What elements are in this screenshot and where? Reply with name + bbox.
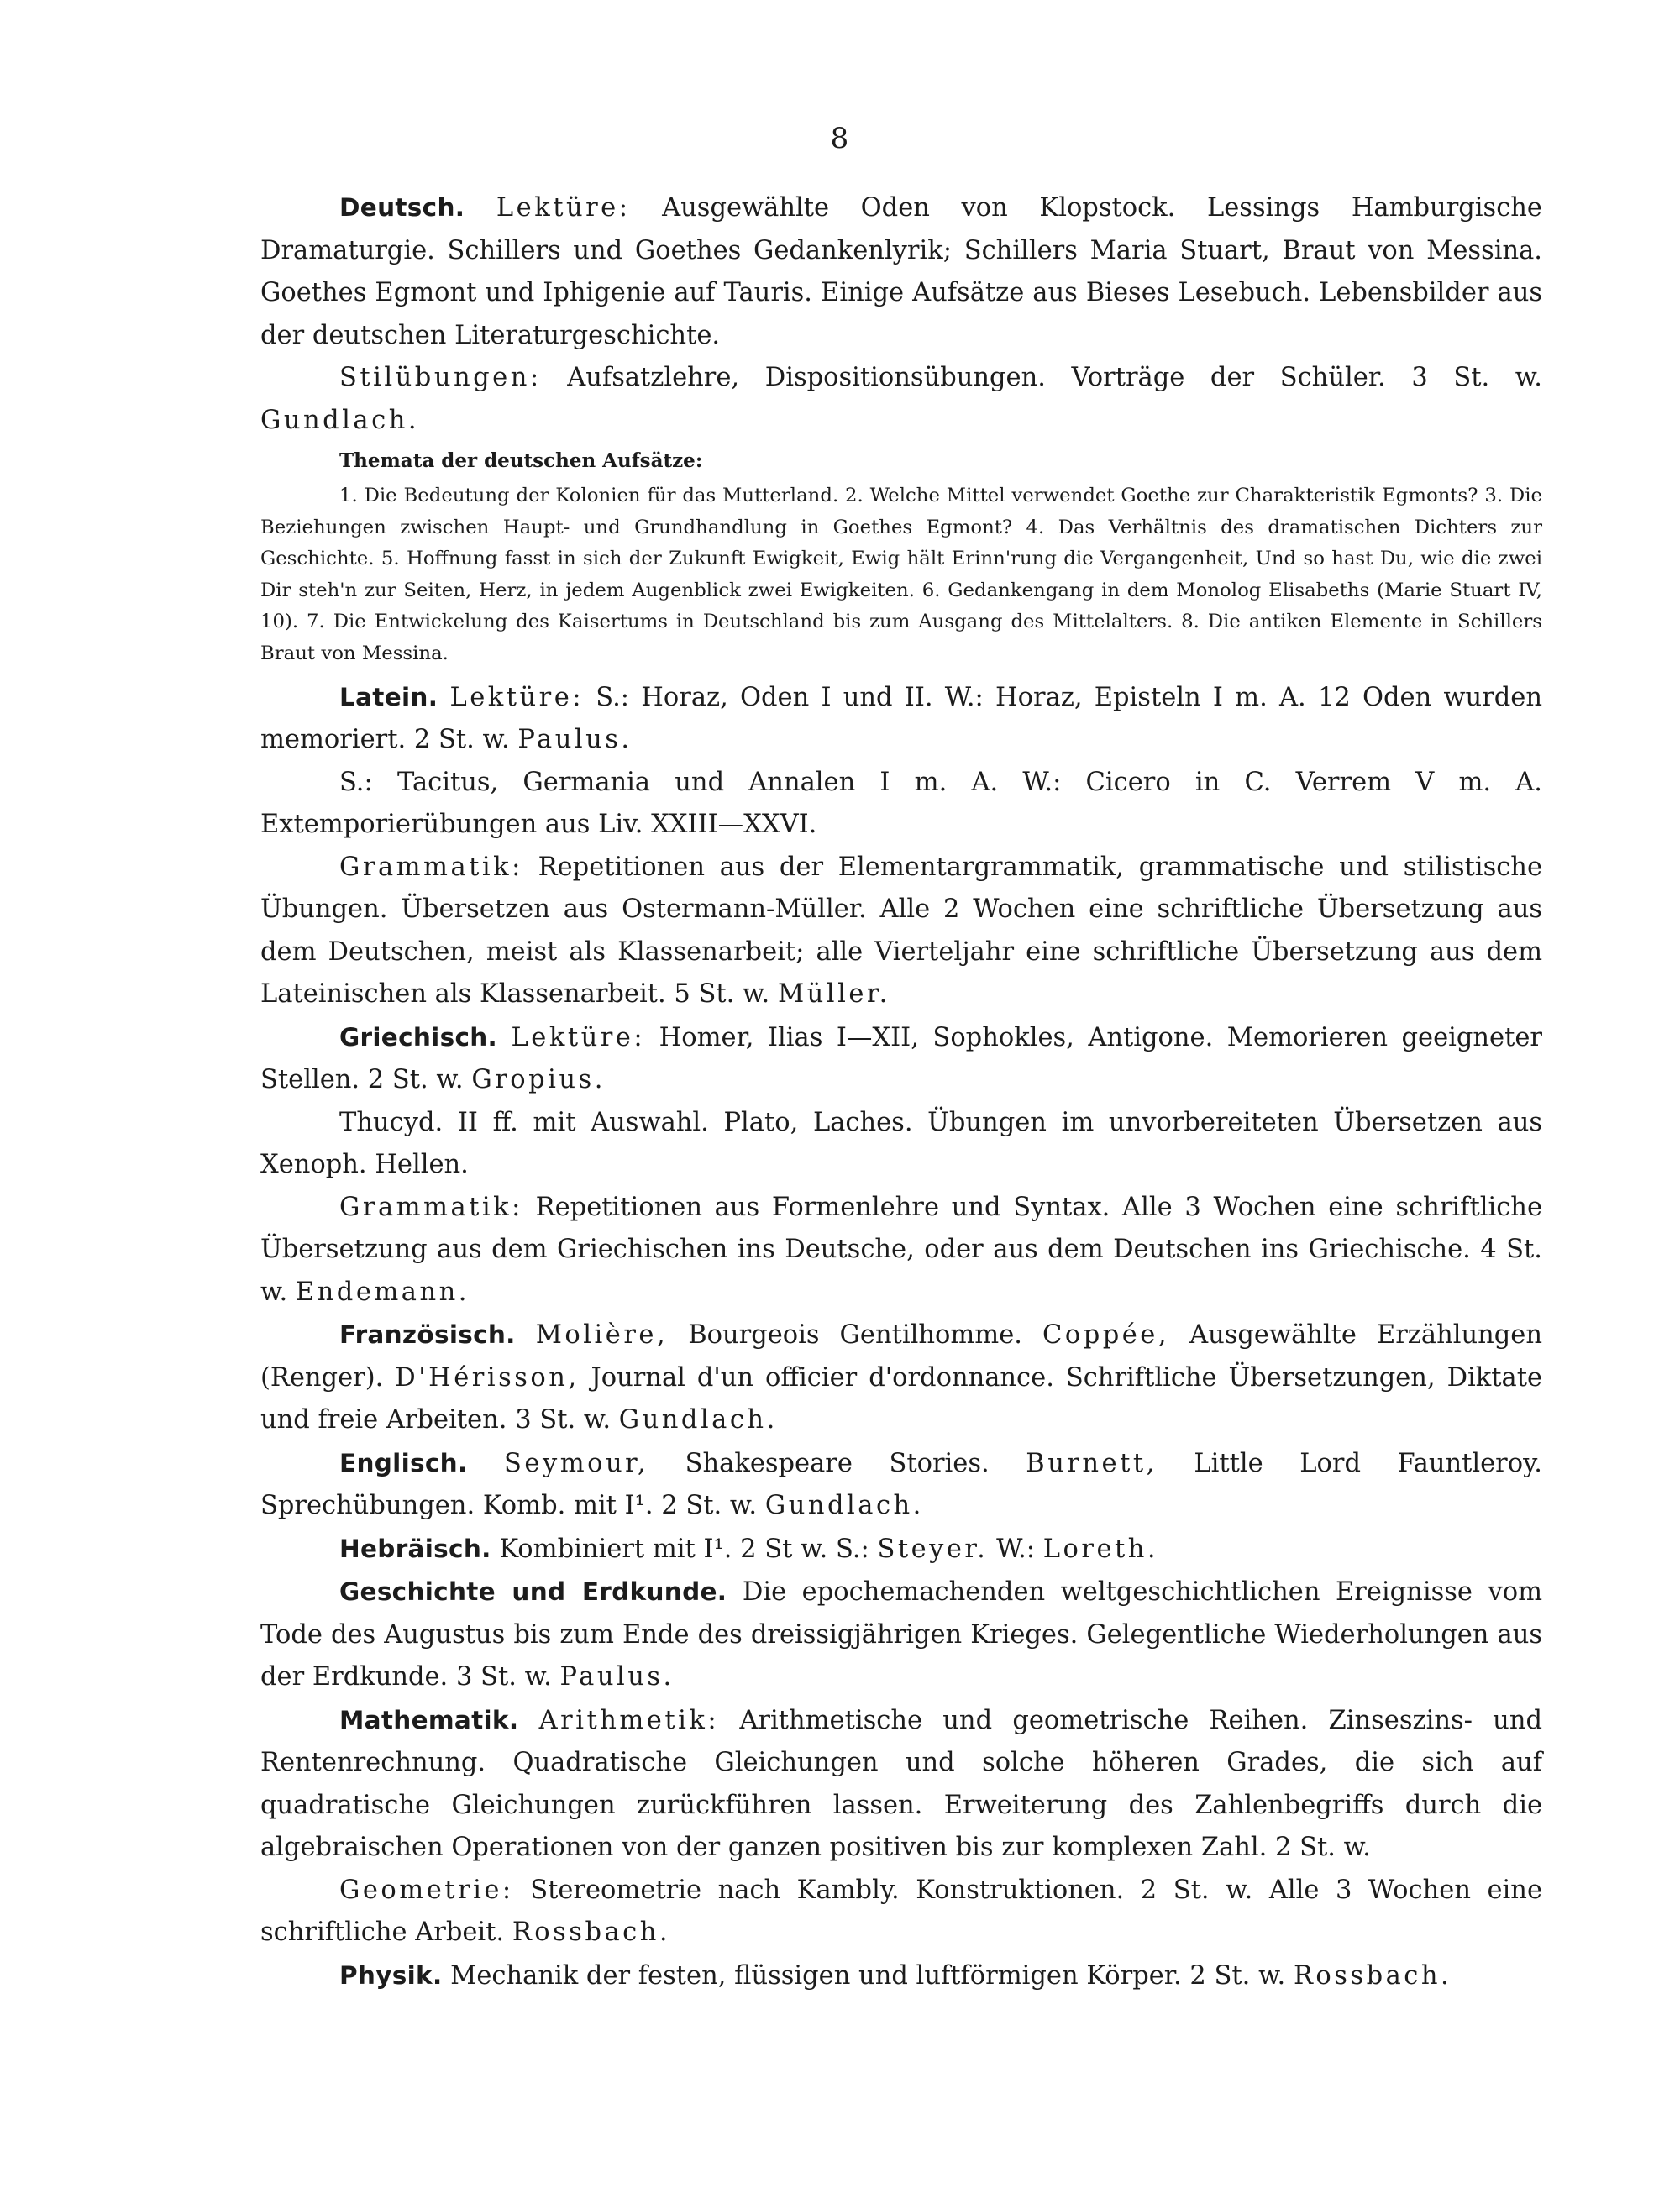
englisch-heading: Englisch.	[339, 1448, 468, 1477]
griechisch-teacher-1: Gropius.	[471, 1065, 606, 1095]
themata-heading: Themata der deutschen Aufsätze:	[339, 449, 703, 472]
geschichte-text: Die epochemachenden weltgeschichtlichen Ereignisse vom Tode des Augustus bis zum Ende des dreissigjährigen Krieges. Gelegentliche Wiederholungen aus der Erdkunde. 3 St. w.	[260, 1577, 1542, 1692]
griechisch-thucyd-paragraph: Thucyd. II ff. mit Auswahl. Plato, Laches. Übungen im unvorbereiteten Übersetzen aus Xenoph. Hellen.	[260, 1107, 1542, 1180]
franzoesisch-heading: Französisch.	[339, 1320, 516, 1350]
geschichte-heading: Geschichte und Erdkunde.	[339, 1577, 727, 1607]
latein-lektuere-label: Lektüre:	[449, 682, 585, 712]
griechisch-teacher-2: Endemann.	[295, 1277, 470, 1307]
deutsch-teacher: Gundlach.	[260, 405, 420, 435]
deutsch-stil-label: Stilübungen:	[339, 363, 542, 392]
deutsch-lektuere-text: Ausgewählte Oden von Klopstock. Lessings Hamburgische Dramaturgie. Schillers und Goethes Gedankenlyrik; Schillers Maria Stuart, Braut von Messina. Goethes Egmont und Iphigenie auf Tauris. Einige Aufsätze aus Bieses Lesebuch. Lebensbilder aus der deutschen Literaturgeschichte.	[260, 193, 1542, 350]
englisch-teacher: Gundlach.	[764, 1491, 924, 1521]
latein-grammatik-paragraph	[260, 847, 1542, 1016]
hebraeisch-text: Kombiniert mit I¹. 2 St w. S.:	[499, 1534, 869, 1564]
deutsch-heading: Deutsch.	[339, 193, 465, 222]
latein-grammatik-label: Grammatik:	[339, 852, 523, 882]
griechisch-lektuere-label: Lektüre:	[511, 1022, 646, 1052]
physik-text: Mechanik der festen, flüssigen und luftförmigen Körper. 2 St. w.	[450, 1960, 1286, 1991]
latein-teacher-2: Müller.	[777, 979, 890, 1010]
mathematik-arithmetik-text: Arithmetische und geometrische Reihen. Zinseszins- und Rentenrechnung. Quadratische Gleichungen und solche höheren Grades, die sich auf quadratische Gleichungen zurückführen lassen. Erweiterung des Zahlenbegriffs durch die algebraischen Operationen von der ganzen positiven bis zur komplexen Zahl. 2 St. w.	[260, 1705, 1542, 1863]
franzoesisch-text-2: Ausgewählte Erzählungen (Renger).	[260, 1320, 1542, 1393]
deutsch-lektuere-paragraph	[260, 186, 1542, 357]
latein-lektuere-paragraph	[260, 676, 1542, 762]
hebraeisch-mid: W.:	[996, 1534, 1036, 1564]
franzoesisch-author-1: Molière,	[535, 1320, 669, 1351]
page-body	[260, 186, 1542, 1997]
mathematik-arithmetik-paragraph	[260, 1699, 1542, 1870]
franzoesisch-author-3: D'Hérisson,	[395, 1362, 580, 1393]
franzoesisch-text-1: Bourgeois Gentilhomme.	[688, 1320, 1022, 1351]
mathematik-heading: Mathematik.	[339, 1705, 519, 1734]
geschichte-paragraph	[260, 1571, 1542, 1699]
mathematik-arithmetik-label: Arithmetik:	[538, 1705, 720, 1735]
physik-teacher: Rossbach.	[1293, 1960, 1452, 1991]
franzoesisch-author-2: Coppée,	[1042, 1320, 1170, 1351]
latein-teacher-1: Paulus.	[517, 725, 633, 755]
deutsch-stil-paragraph	[260, 357, 1542, 442]
franzoesisch-text-3: Journal d'un officier d'ordonnance. Schriftliche Übersetzungen, Diktate und freie Arbeiten. 3 St. w.	[260, 1362, 1543, 1435]
mathematik-geometrie-text: Stereometrie nach Kambly. Konstruktionen. 2 St. w. Alle 3 Wochen eine schriftliche Arbeit.	[260, 1875, 1542, 1948]
hebraeisch-heading: Hebräisch.	[339, 1534, 491, 1563]
geschichte-teacher: Paulus.	[559, 1662, 675, 1692]
griechisch-grammatik-text: Repetitionen aus Formenlehre und Syntax. Alle 3 Wochen eine schriftliche Übersetzung aus dem Griechischen ins Deutsche, oder aus dem Deutschen ins Griechische. 4 St. w.	[260, 1192, 1542, 1307]
hebraeisch-teacher-2: Loreth.	[1042, 1534, 1159, 1564]
page-number: 8	[830, 122, 850, 155]
griechisch-lektuere-text: Homer, Ilias I—XII, Sophokles, Antigone. Memorieren geeigneter Stellen. 2 St. w.	[260, 1022, 1542, 1095]
englisch-paragraph	[260, 1442, 1542, 1528]
latein-heading: Latein.	[339, 682, 438, 711]
themata-list: 1. Die Bedeutung der Kolonien für das Mutterland. 2. Welche Mittel verwendet Goethe zur Charakteristik Egmonts? 3. Die Beziehungen zwischen Haupt- und Grundhandlung in Goethes Egmont? 4. Das Verhältnis des dramatischen Dichters zur Geschichte. 5. Hoffnung fasst in sich der Zukunft Ewigkeit, Ewig hält Erinn'rung die Vergangenheit, Und so hast Du, wie die zwei Dir steh'n zur Seiten, Herz, in jedem Augenblick zwei Ewigkeiten. 6. Gedankengang in dem Monolog Elisabeths (Marie Stuart IV, 10). 7. Die Entwickelung des Kaisertums in Deutschland bis zum Ausgang des Mittelalters. 8. Die antiken Elemente in Schillers Braut von Messina.	[260, 485, 1542, 664]
deutsch-stil-text: Aufsatzlehre, Dispositionsübungen. Vorträge der Schüler. 3 St. w.	[567, 363, 1542, 392]
hebraeisch-teacher-1: Steyer.	[877, 1534, 989, 1564]
griechisch-grammatik-paragraph	[260, 1187, 1542, 1314]
englisch-author-1: Seymour,	[504, 1448, 649, 1478]
mathematik-teacher: Rossbach.	[512, 1918, 671, 1948]
franzoesisch-teacher: Gundlach.	[618, 1405, 778, 1435]
mathematik-geometrie-label: Geometrie:	[339, 1875, 514, 1905]
physik-heading: Physik.	[339, 1960, 443, 1990]
latein-grammatik-text: Repetitionen aus der Elementargrammatik, grammatische und stilistische Übungen. Übersetzen aus Ostermann-Müller. Alle 2 Wochen eine schriftliche Übersetzung aus dem Deutschen, meist als Klassenarbeit; alle Vierteljahr eine schriftliche Übersetzung aus dem Lateinischen als Klassenarbeit. 5 St. w.	[260, 852, 1542, 1010]
latein-tacitus-paragraph: S.: Tacitus, Germania und Annalen I m. A. W.: Cicero in C. Verrem V m. A. Extemporierübungen aus Liv. XXIII—XXVI.	[260, 767, 1542, 840]
physik-paragraph	[260, 1954, 1542, 1998]
deutsch-lektuere-label: Lektüre:	[496, 193, 631, 223]
englisch-text-2: Little Lord Fauntleroy. Sprechübungen. Komb. mit I¹. 2 St. w.	[260, 1448, 1542, 1521]
griechisch-heading: Griechisch.	[339, 1022, 498, 1052]
hebraeisch-paragraph	[260, 1528, 1542, 1571]
englisch-author-2: Burnett,	[1026, 1448, 1158, 1478]
latein-lektuere-text: S.: Horaz, Oden I und II. W.: Horaz, Episteln I m. A. 12 Oden wurden memoriert. 2 St. w.	[260, 682, 1542, 755]
griechisch-grammatik-label: Grammatik:	[339, 1192, 523, 1222]
mathematik-geometrie-paragraph	[260, 1870, 1542, 1954]
griechisch-lektuere-paragraph	[260, 1016, 1542, 1102]
englisch-text-1: Shakespeare Stories.	[685, 1448, 990, 1478]
franzoesisch-paragraph	[260, 1314, 1542, 1442]
